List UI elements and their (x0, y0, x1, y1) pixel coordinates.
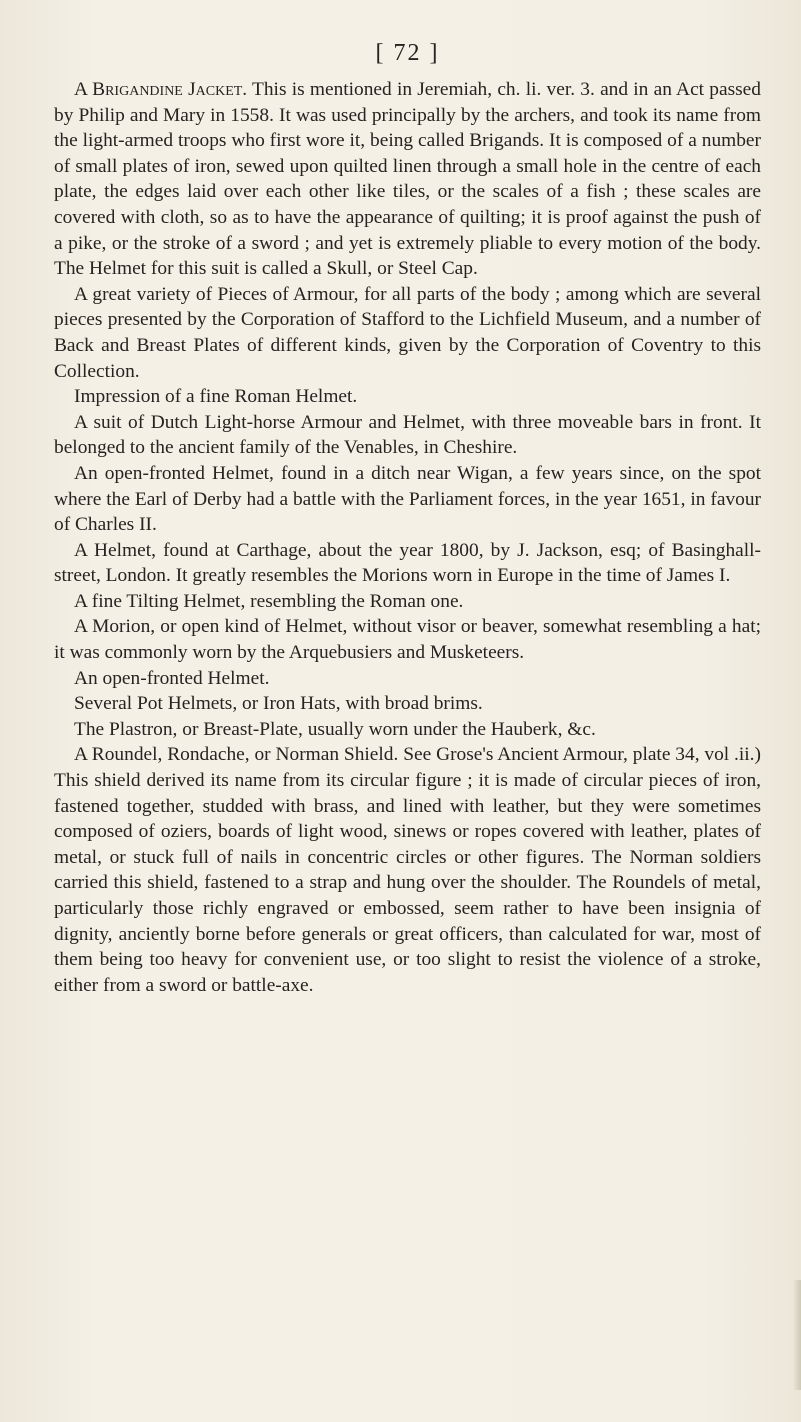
paragraph-pot-helmets (54, 691, 761, 717)
paragraph-body: A fine Tilting Helmet, resembling the Roman one. (74, 590, 464, 612)
paragraph-roman-helmet-impression (54, 384, 761, 410)
page-number: [ 72 ] (375, 40, 440, 66)
page-text (54, 77, 761, 998)
paragraph-brigandine-jacket (54, 77, 761, 282)
paragraph-body: An open-fronted Helmet. (74, 667, 270, 689)
paragraph-roundel-shield (54, 742, 761, 998)
paragraph-body: An open-fronted Helmet, found in a ditch near Wigan, a few years since, on the spot where the Earl of Derby had a battle with the Parliament forces, in the year 1651, in favour of Charles II. (54, 462, 761, 536)
paragraph-body: The Plastron, or Breast-Plate, usually worn under the Hauberk, &c. (74, 718, 596, 740)
paragraph-body: This is mentioned in Jeremiah, ch. li. ver. 3. and in an Act passed by Philip and Mary in 1558. It was used principally by the archers, and took its name from the light-armed troops who first wore it, being called Brigands. It is composed of a number of small plates of iron, sewed upon quilted linen through a small hole in the centre of each plate, the edges laid over each other like tiles, or the scales of a fish ; these scales are covered with cloth, so as to have the appearance of quilting; it is proof against the push of a pike, or the stroke of a sword ; and yet is extremely pliable to every motion of the body. The Helmet for this suit is called a Skull, or Steel Cap. (54, 79, 761, 280)
paragraph-plastron (54, 717, 761, 743)
page-edge-shadow (793, 1280, 801, 1390)
paragraph-body: A Roundel, Rondache, or Norman Shield. See Grose's Ancient Armour, plate 34, vol .ii.) This shield derived its name from its circular figure ; it is made of circular pieces of iron, fastened together, studded with brass, and lined with leather, but they were sometimes composed of oziers, boards of light wood, sinews or ropes covered with leather, plates of metal, or stuck full of nails in concentric circles or other figures. The Norman soldiers carried this shield, fastened to a strap and hung over the shoulder. The Roundels of metal, particularly those richly engraved or embossed, seem rather to have been insignia of dignity, anciently borne before generals or great officers, than calculated for war, most of them being too heavy for convenient use, or too slight to resist the violence of a stroke, either from a sword or battle-axe. (54, 744, 761, 996)
paragraph-body: A Morion, or open kind of Helmet, without visor or beaver, somewhat resembling a hat; it was commonly worn by the Arquebusiers and Musketeers. (54, 616, 761, 664)
paragraph-body: A Helmet, found at Carthage, about the year 1800, by J. Jackson, esq; of Basinghall-street, London. It greatly resembles the Morions worn in Europe in the time of James I. (54, 539, 761, 587)
paragraph-carthage-helmet (54, 538, 761, 589)
paragraph-open-fronted-helmet (54, 666, 761, 692)
paragraph-morion (54, 614, 761, 665)
paragraph-body: Several Pot Helmets, or Iron Hats, with broad brims. (74, 693, 483, 715)
paragraph-tilting-helmet (54, 589, 761, 615)
paragraph-dutch-light-horse-armour (54, 410, 761, 461)
entry-heading-brigandine-jacket: A Brigandine Jacket. (74, 79, 248, 100)
paragraph-body: A suit of Dutch Light-horse Armour and Helmet, with three moveable bars in front. It belonged to the ancient family of the Venables, in Cheshire. (54, 411, 761, 459)
paragraph-body: A great variety of Pieces of Armour, for all parts of the body ; among which are several pieces presented by the Corporation of Stafford to the Lichfield Museum, and a number of Back and Breast Plates of different kinds, given by the Corporation of Coventry to this Collection. (54, 283, 761, 382)
paragraph-pieces-of-armour (54, 282, 761, 384)
paragraph-body: Impression of a fine Roman Helmet. (74, 386, 358, 408)
paragraph-wigan-helmet (54, 461, 761, 538)
